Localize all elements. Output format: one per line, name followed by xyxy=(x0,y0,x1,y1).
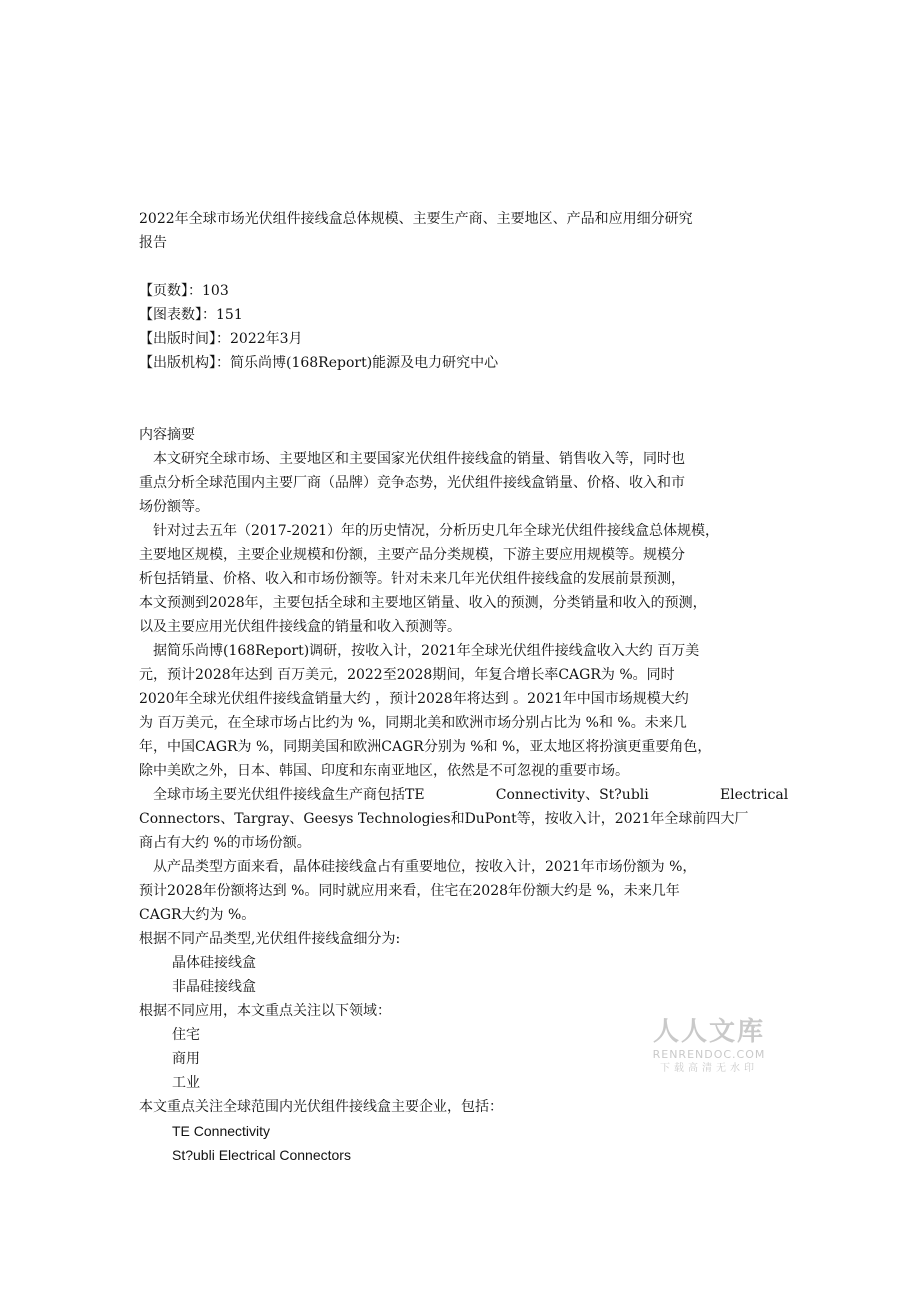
paragraph-line: 元，预计2028年达到 百万美元，2022至2028期间，年复合增长率CAGR为 %。同时 xyxy=(139,667,675,683)
paragraph-line: 针对过去五年（2017-2021）年的历史情况，分析历史几年全球光伏组件接线盒总体规模， xyxy=(153,523,719,539)
meta-publish-date: 【出版时间】：2022年3月 xyxy=(139,331,303,347)
paragraph-line: Connectors、Targray、Geesys Technologies和DuPont等，按收入计，2021年全球前四大厂 xyxy=(139,811,749,827)
list-item: TE Connectivity xyxy=(172,1123,271,1139)
watermark-url: RENRENDOC.COM xyxy=(652,1048,766,1061)
title-line: 2022年全球市场光伏组件接线盒总体规模、主要生产商、主要地区、产品和应用细分研究 xyxy=(139,211,693,227)
watermark-title: 人人文库 xyxy=(652,1017,765,1047)
watermark-logo xyxy=(644,1016,774,1076)
list-item: 非晶硅接线盒 xyxy=(172,979,256,995)
paragraph-line: 预计2028年份额将达到 %。同时就应用来看，住宅在2028年份额大约是 %，未来几年 xyxy=(139,883,680,899)
paragraph-line: 全球市场主要光伏组件接线盒生产商包括TE Connectivity、St?ubli Electrical xyxy=(153,787,789,803)
list-item: St?ubli Electrical Connectors xyxy=(172,1147,351,1163)
summary-paragraph xyxy=(139,519,782,639)
paragraph-line: 从产品类型方面来看，晶体硅接线盒占有重要地位，按收入计，2021年市场份额为 %， xyxy=(153,859,697,875)
title-line: 报告 xyxy=(139,235,167,251)
paragraph-line: 重点分析全球范围内主要厂商（品牌）竞争态势，光伏组件接线盒销量、价格、收入和市 xyxy=(139,475,685,491)
summary-paragraph xyxy=(139,639,782,783)
paragraph-line: 场份额等。 xyxy=(139,499,209,515)
watermark-subtitle: 下载高清无水印 xyxy=(660,1063,758,1074)
paragraph-line: 商占有大约 %的市场份额。 xyxy=(139,835,311,851)
paragraph-line: 析包括销量、价格、收入和市场份额等。针对未来几年光伏组件接线盒的发展前景预测， xyxy=(139,571,685,587)
paragraph-line: CAGR大约为 %。 xyxy=(139,907,256,923)
paragraph-line: 以及主要应用光伏组件接线盒的销量和收入预测等。 xyxy=(139,619,461,635)
meta-pages: 【页数】：103 xyxy=(139,283,229,299)
application-heading: 根据不同应用，本文重点关注以下领域： xyxy=(139,1003,391,1019)
list-item: 晶体硅接线盒 xyxy=(172,955,256,971)
paragraph-line: 据简乐尚博(168Report)调研，按收入计，2021年全球光伏组件接线盒收入大约 百万美 xyxy=(153,643,700,659)
paragraph-line: 本文预测到2028年，主要包括全球和主要地区销量、收入的预测，分类销量和收入的预测， xyxy=(139,595,707,611)
paragraph-line: 为 百万美元，在全球市场占比约为 %，同期北美和欧洲市场分别占比为 %和 %。未来几 xyxy=(139,715,687,731)
paragraph-line: 本文研究全球市场、主要地区和主要国家光伏组件接线盒的销量、销售收入等，同时也 xyxy=(153,451,685,467)
report-title xyxy=(139,207,782,255)
list-item: 住宅 xyxy=(172,1027,200,1043)
companies-heading: 本文重点关注全球范围内光伏组件接线盒主要企业，包括： xyxy=(139,1099,503,1115)
product-type-heading: 根据不同产品类型,光伏组件接线盒细分为: xyxy=(139,931,401,947)
paragraph-line: 除中美欧之外，日本、韩国、印度和东南亚地区，依然是不可忽视的重要市场。 xyxy=(139,763,629,779)
paragraph-line: 2020年全球光伏组件接线盒销量大约 ，预计2028年将达到 。2021年中国市场规模大约 xyxy=(139,691,689,707)
summary-paragraph xyxy=(139,447,782,519)
summary-paragraph xyxy=(139,855,782,927)
list-item: 商用 xyxy=(172,1051,200,1067)
meta-charts: 【图表数】：151 xyxy=(139,307,243,323)
summary-paragraph xyxy=(139,783,789,855)
report-meta xyxy=(139,279,782,375)
summary-heading: 内容摘要 xyxy=(139,427,195,443)
meta-publisher: 【出版机构】：简乐尚博(168Report)能源及电力研究中心 xyxy=(139,355,499,371)
paragraph-line: 主要地区规模，主要企业规模和份额，主要产品分类规模，下游主要应用规模等。规模分 xyxy=(139,547,685,563)
list-item: 工业 xyxy=(172,1075,200,1091)
paragraph-line: 年，中国CAGR为 %，同期美国和欧洲CAGR分别为 %和 %，亚太地区将扮演更重要角色， xyxy=(139,739,712,755)
